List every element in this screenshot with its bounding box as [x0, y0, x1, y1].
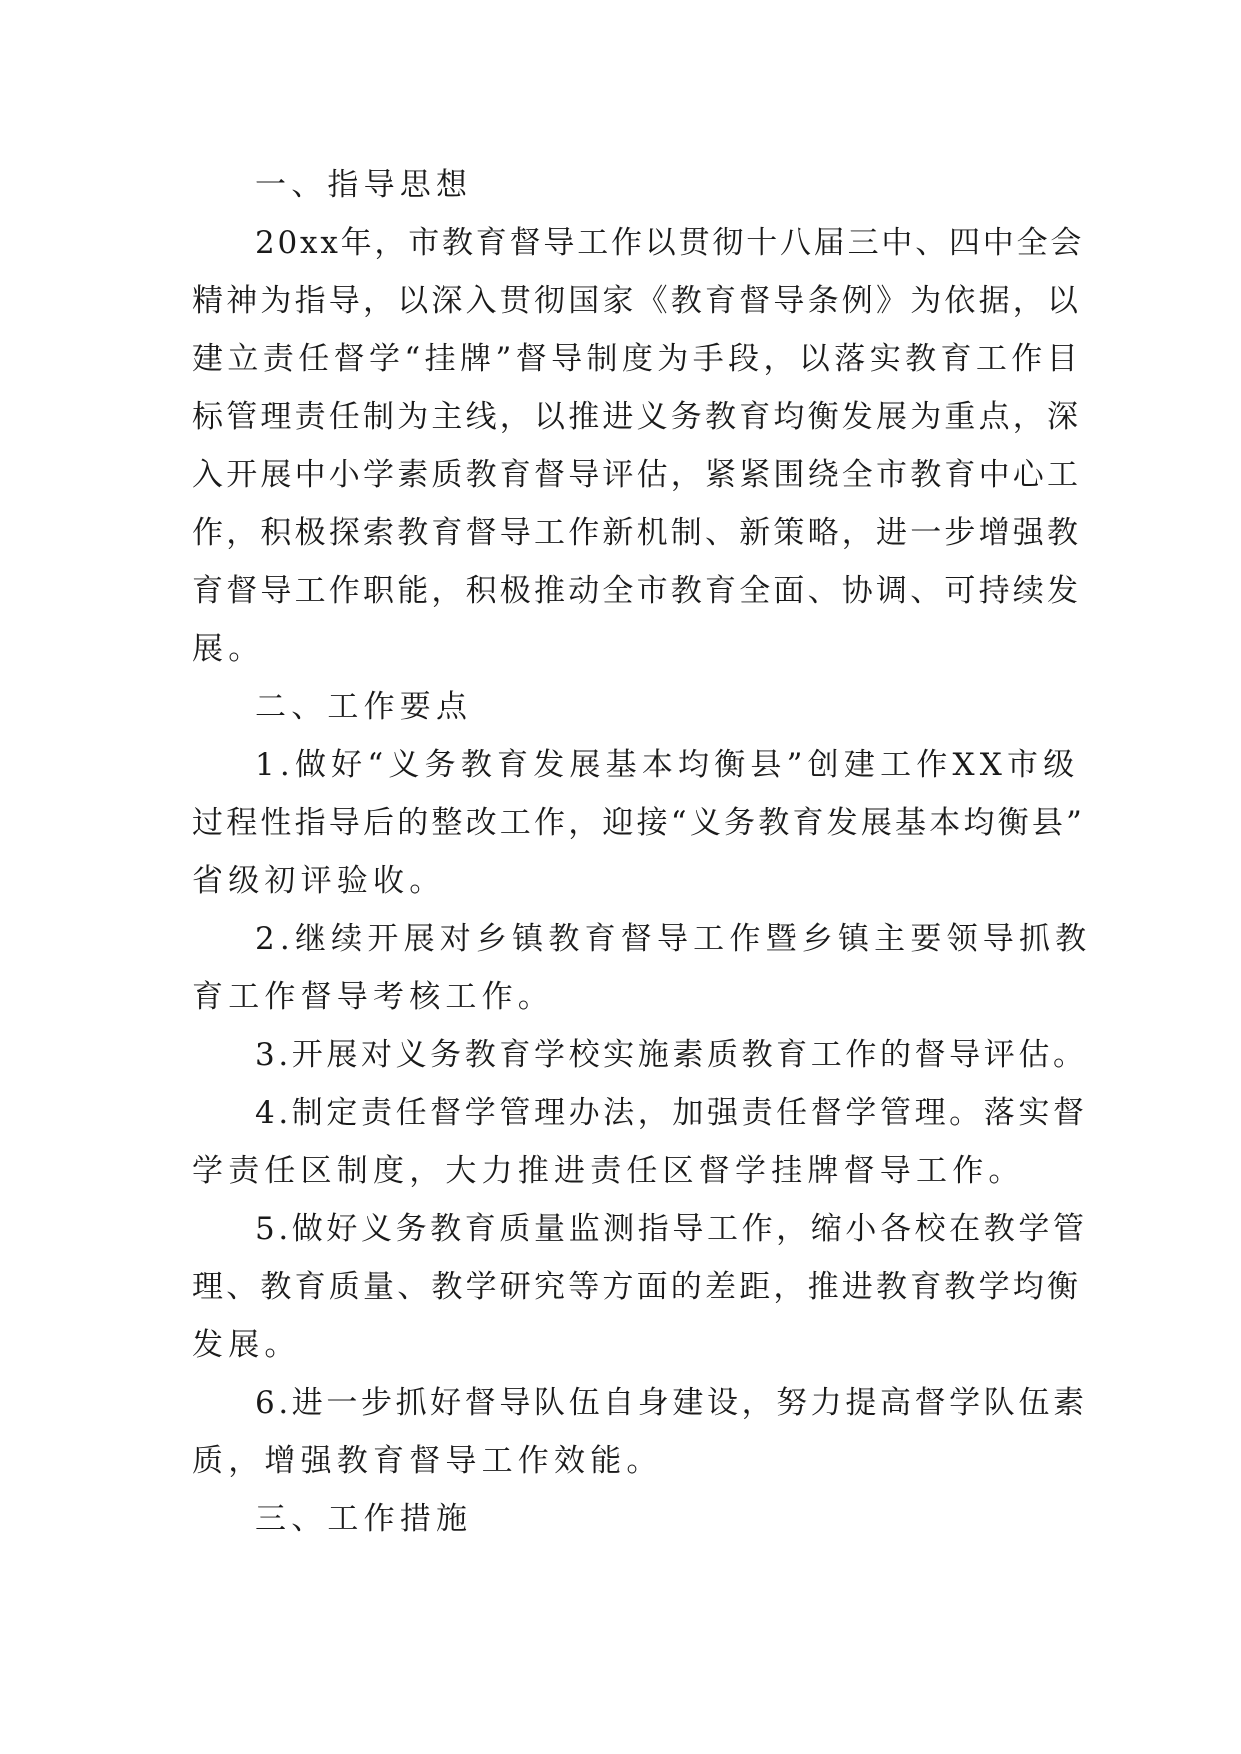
list-item-line: 省级初评验收。 [192, 863, 446, 899]
list-item-line: 发展。 [192, 1327, 301, 1363]
list-item-line: 5.做好义务教育质量监测指导工作，缩小各校在教学管 [255, 1211, 1088, 1247]
heading-work-points: 二、工作要点 [255, 689, 473, 725]
paragraph-line: 育督导工作职能，积极推动全市教育全面、协调、可持续发 [192, 573, 1082, 609]
list-item-line: 4.制定责任督学管理办法，加强责任督学管理。落实督 [255, 1095, 1088, 1131]
list-item-line: 3.开展对义务教育学校实施素质教育工作的督导评估。 [255, 1037, 1088, 1073]
paragraph-line: 20xx年，市教育督导工作以贯彻十八届三中、四中全会 [255, 225, 1085, 261]
list-item-line: 1.做好“义务教育发展基本均衡县”创建工作XX市级 [255, 747, 1080, 783]
paragraph-line: 展。 [192, 631, 265, 667]
list-item-line: 6.进一步抓好督导队伍自身建设，努力提高督学队伍素 [255, 1385, 1088, 1421]
list-item-line: 育工作督导考核工作。 [192, 979, 554, 1015]
paragraph-line: 建立责任督学“挂牌”督导制度为手段，以落实教育工作目 [192, 341, 1083, 377]
list-item-line: 质，增强教育督导工作效能。 [192, 1443, 663, 1479]
list-item-line: 理、教育质量、教学研究等方面的差距，推进教育教学均衡 [192, 1269, 1082, 1305]
heading-guiding-ideology: 一、指导思想 [255, 167, 473, 203]
paragraph-line: 作，积极探索教育督导工作新机制、新策略，进一步增强教 [192, 515, 1082, 551]
paragraph-line: 标管理责任制为主线，以推进义务教育均衡发展为重点，深 [192, 399, 1082, 435]
heading-work-measures: 三、工作措施 [255, 1501, 473, 1537]
list-item-line: 2.继续开展对乡镇教育督导工作暨乡镇主要领导抓教 [255, 921, 1092, 957]
list-item-line: 学责任区制度，大力推进责任区督学挂牌督导工作。 [192, 1153, 1025, 1189]
paragraph-line: 入开展中小学素质教育督导评估，紧紧围绕全市教育中心工 [192, 457, 1082, 493]
list-item-line: 过程性指导后的整改工作，迎接“义务教育发展基本均衡县” [192, 805, 1086, 841]
paragraph-line: 精神为指导，以深入贯彻国家《教育督导条例》为依据，以 [192, 283, 1082, 319]
